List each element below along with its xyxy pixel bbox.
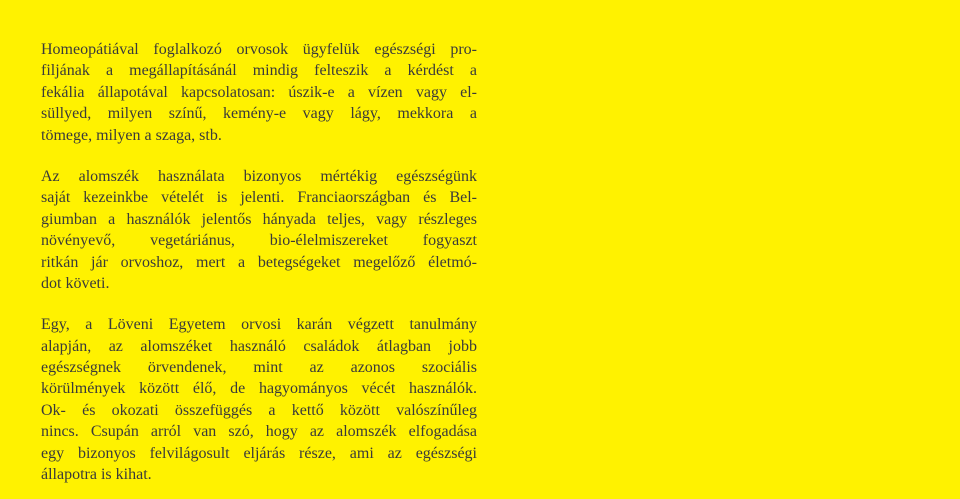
text-line: dot követi. <box>41 274 110 292</box>
text-line: giumban a használók jelentős hányada teljes, vagy részleges <box>41 210 477 228</box>
text-line: Egy, a Löveni Egyetem orvosi karán végzett tanulmány <box>41 316 477 334</box>
text-line: egészségnek örvendenek, mint az azonos szociális <box>41 359 477 377</box>
text-line: filjának a megállapításánál mindig felteszik a kérdést a <box>41 62 477 80</box>
text-line: fekália állapotával kapcsolatosan: úszik-e a vízen vagy el- <box>41 83 477 101</box>
text-line: Homeopátiával foglalkozó orvosok ügyfelük egészségi pro- <box>41 41 477 58</box>
article-text-column <box>41 39 477 485</box>
paragraph-gap <box>41 146 477 166</box>
text-line: egy bizonyos felvilágosult eljárás része, ami az egészségi <box>41 444 477 462</box>
text-line: süllyed, milyen színű, kemény-e vagy lágy, mekkora a <box>41 105 477 123</box>
text-line: növényevő, vegetáriánus, bio-élelmiszereket fogyaszt <box>41 232 477 250</box>
paragraph-2 <box>41 166 477 294</box>
text-line: nincs. Csupán arról van szó, hogy az alomszék elfogadása <box>41 423 477 441</box>
text-line: körülmények között élő, de hagyományos vécét használók. <box>41 380 477 398</box>
paragraph-1 <box>41 39 477 146</box>
text-line: tömege, milyen a szaga, stb. <box>41 126 222 144</box>
paragraph-3 <box>41 314 477 485</box>
paragraph-gap <box>41 294 477 314</box>
text-line: ritkán jár orvoshoz, mert a betegségeket megelőző életmó- <box>41 253 477 271</box>
text-line: Az alomszék használata bizonyos mértékig egészségünk <box>41 167 477 185</box>
text-line: állapotra is kihat. <box>41 466 152 484</box>
text-line: Ok- és okozati összefüggés a kettő között valószínűleg <box>41 401 477 419</box>
text-line: alapján, az alomszéket használó családok átlagban jobb <box>41 337 477 355</box>
text-line: saját kezeinkbe vételét is jelenti. Franciaországban és Bel- <box>41 189 477 207</box>
